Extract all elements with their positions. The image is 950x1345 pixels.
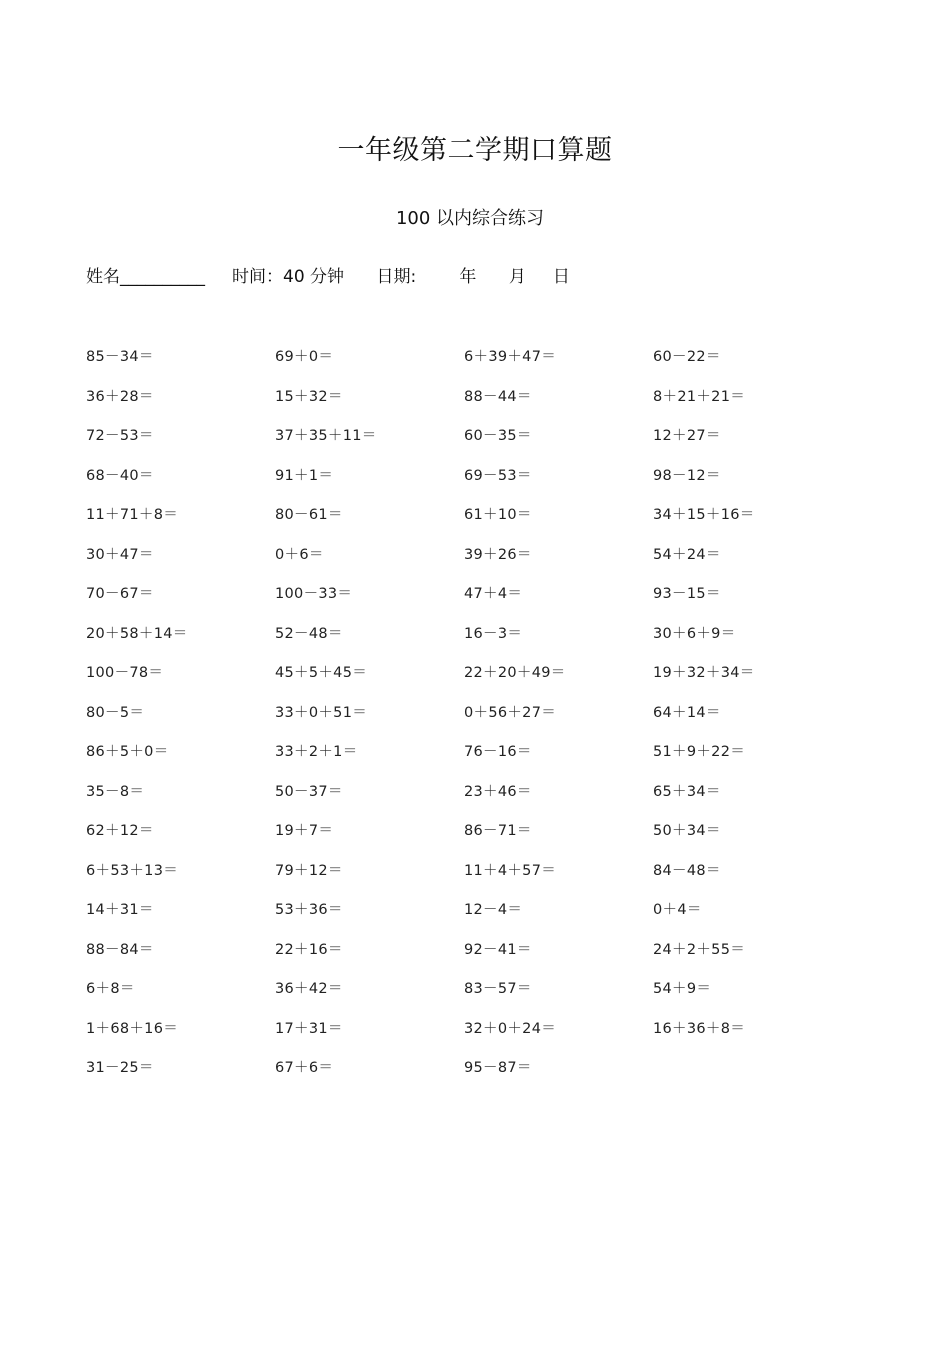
problem-row [86,542,846,582]
problem-row [86,818,846,858]
math-problem: 54＋9＝ [653,981,712,997]
problem-row [86,976,846,1016]
math-problem: 61＋10＝ [464,507,532,523]
math-problem: 37＋35＋11＝ [275,428,377,444]
math-problem: 30＋47＝ [86,546,154,563]
problem-row [86,621,846,661]
math-problem: 100－78＝ [86,665,164,681]
problem-row [86,937,846,977]
math-problem: 39＋26＝ [464,546,532,563]
math-problem: 93－15＝ [653,586,721,602]
math-problem: 62＋12＝ [86,823,154,839]
math-problem: 88－84＝ [86,941,154,958]
math-problem: 33＋0＋51＝ [275,704,368,721]
math-problem: 6＋53＋13＝ [86,862,179,879]
problem-row [86,1055,846,1095]
student-info-line: 姓名__________ 时间：40 分钟 日期: 年 月 日 [86,267,570,287]
math-problem: 64＋14＝ [653,704,721,721]
math-problem: 80－5＝ [86,704,145,721]
math-problem: 20＋58＋14＝ [86,625,188,642]
math-problem: 35－8＝ [86,783,145,800]
math-problem: 22＋16＝ [275,941,343,958]
math-problem: 0＋4＝ [653,902,702,918]
math-problem: 12－4＝ [464,902,523,918]
math-problem: 68－40＝ [86,467,154,484]
problem-row [86,897,846,937]
problem-row [86,739,846,779]
problem-row [86,779,846,819]
problem-row [86,384,846,424]
math-problem: 92－41＝ [464,941,532,958]
problem-grid [86,344,846,1095]
math-problem: 70－67＝ [86,586,154,602]
page-title: 一年级第二学期口算题 [337,135,613,166]
math-problem: 36＋28＝ [86,388,154,405]
math-problem: 36＋42＝ [275,981,343,997]
math-problem: 72－53＝ [86,428,154,444]
math-problem: 14＋31＝ [86,902,154,918]
math-problem: 84－48＝ [653,862,721,879]
math-problem: 47＋4＝ [464,586,523,602]
math-problem: 52－48＝ [275,625,343,642]
math-problem: 17＋31＝ [275,1020,343,1037]
math-problem: 69－53＝ [464,467,532,484]
problem-row [86,581,846,621]
page-subtitle: 100 以内综合练习 [395,208,545,229]
math-problem: 79＋12＝ [275,862,343,879]
math-problem: 19＋7＝ [275,823,334,839]
math-problem: 95－87＝ [464,1060,532,1076]
math-problem: 30＋6＋9＝ [653,625,736,642]
math-problem: 1＋68＋16＝ [86,1020,179,1037]
math-problem: 23＋46＝ [464,783,532,800]
math-problem: 8＋21＋21＝ [653,388,746,405]
math-problem: 15＋32＝ [275,388,343,405]
math-problem: 100－33＝ [275,586,353,602]
math-problem: 34＋15＋16＝ [653,507,755,523]
math-problem: 53＋36＝ [275,902,343,918]
math-problem: 12＋27＝ [653,428,721,444]
math-problem: 50＋34＝ [653,823,721,839]
math-problem: 0＋6＝ [275,546,324,563]
math-problem: 32＋0＋24＝ [464,1020,557,1037]
math-problem: 83－57＝ [464,981,532,997]
problem-row [86,1016,846,1056]
math-problem: 88－44＝ [464,388,532,405]
math-problem: 0＋56＋27＝ [464,704,557,721]
math-problem: 16＋36＋8＝ [653,1020,746,1037]
problem-row [86,660,846,700]
math-problem: 33＋2＋1＝ [275,744,358,760]
problem-row [86,344,846,384]
math-problem: 51＋9＋22＝ [653,744,746,760]
math-problem: 80－61＝ [275,507,343,523]
math-problem: 65＋34＝ [653,783,721,800]
math-problem: 60－35＝ [464,428,532,444]
math-problem: 6＋39＋47＝ [464,349,557,365]
math-problem: 69＋0＝ [275,349,334,365]
problem-row [86,858,846,898]
math-problem: 85－34＝ [86,349,154,365]
math-problem: 16－3＝ [464,625,523,642]
math-problem: 11＋71＋8＝ [86,507,179,523]
math-problem: 22＋20＋49＝ [464,665,566,681]
math-problem: 98－12＝ [653,467,721,484]
math-problem: 86＋5＋0＝ [86,744,169,760]
math-problem: 31－25＝ [86,1060,154,1076]
math-problem: 24＋2＋55＝ [653,941,746,958]
math-problem: 76－16＝ [464,744,532,760]
problem-row [86,463,846,503]
math-problem: 54＋24＝ [653,546,721,563]
math-problem: 50－37＝ [275,783,343,800]
math-problem: 6＋8＝ [86,981,135,997]
math-problem: 45＋5＋45＝ [275,665,368,681]
math-problem: 91＋1＝ [275,467,334,484]
math-problem: 60－22＝ [653,349,721,365]
math-problem: 11＋4＋57＝ [464,862,557,879]
math-problem: 19＋32＋34＝ [653,665,755,681]
math-problem: 86－71＝ [464,823,532,839]
problem-row [86,423,846,463]
problem-row [86,700,846,740]
math-problem: 67＋6＝ [275,1060,334,1076]
problem-row [86,502,846,542]
